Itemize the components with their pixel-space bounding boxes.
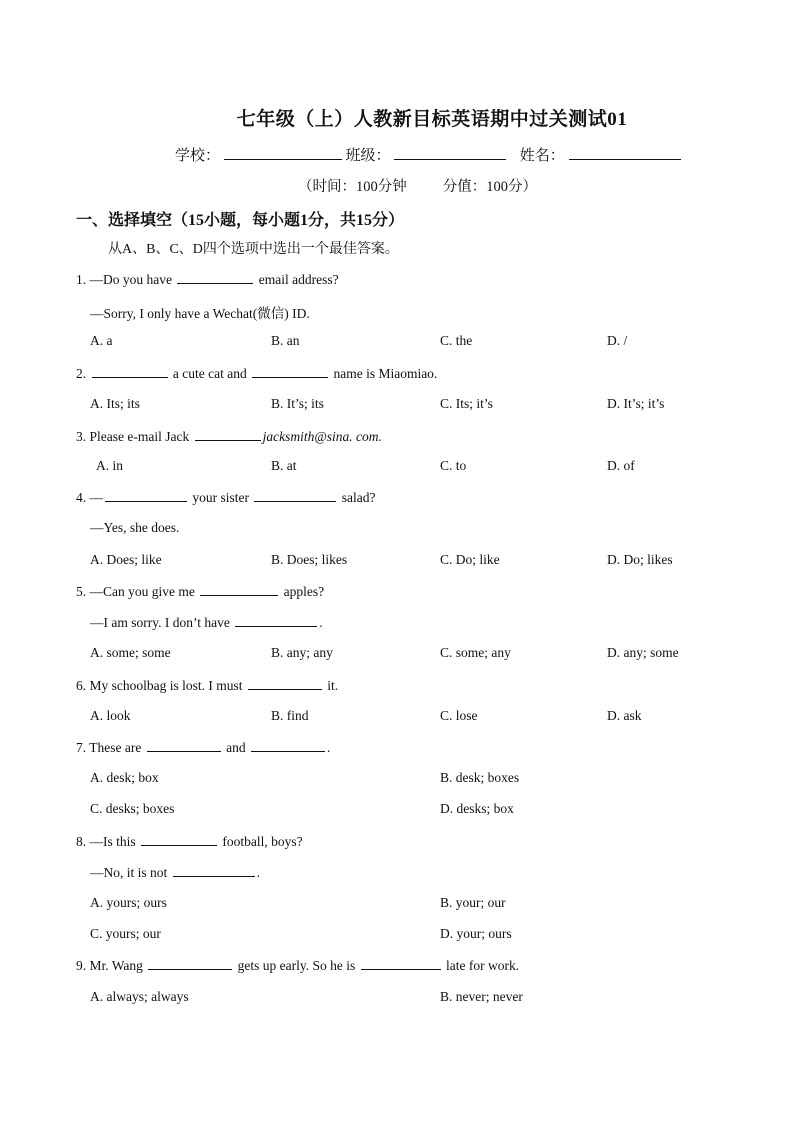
q2-option-d[interactable]: D. It’s; it’s <box>607 396 665 411</box>
q7-option-b[interactable]: B. desk; boxes <box>440 770 520 785</box>
answer-blank[interactable] <box>148 957 232 970</box>
q6-option-b[interactable]: B. find <box>271 708 309 723</box>
answer-blank[interactable] <box>252 365 328 378</box>
question-8-reply: —No, it is not . <box>90 865 261 880</box>
q5-option-d[interactable]: D. any; some <box>607 645 679 660</box>
q5-option-b[interactable]: B. any; any <box>271 645 333 660</box>
q3-option-a[interactable]: A. in <box>96 458 123 473</box>
school-blank[interactable] <box>224 145 342 160</box>
q8-option-d[interactable]: D. your; ours <box>440 926 512 941</box>
question-3-stem: 3. Please e-mail Jack jacksmith@sina. com. <box>76 429 382 444</box>
answer-blank[interactable] <box>254 489 336 502</box>
question-1-stem: 1. —Do you have email address? <box>76 272 339 287</box>
q2-option-c[interactable]: C. Its; it’s <box>440 396 493 411</box>
score-note: 分值：100分） <box>442 179 537 195</box>
school-label: 学校： <box>175 148 221 164</box>
name-blank[interactable] <box>569 145 681 160</box>
q5-option-a[interactable]: A. some; some <box>90 645 171 660</box>
q9-option-b[interactable]: B. never; never <box>440 989 523 1004</box>
question-4-stem: 4. — your sister salad? <box>76 490 376 505</box>
section-instruction: 从A、B、C、D四个选项中选出一个最佳答案。 <box>108 242 399 257</box>
answer-blank[interactable] <box>177 271 253 284</box>
q3-option-b[interactable]: B. at <box>271 458 297 473</box>
answer-blank[interactable] <box>173 864 255 877</box>
name-label: 姓名： <box>519 148 565 164</box>
q7-option-d[interactable]: D. desks; box <box>440 801 514 816</box>
q4-option-d[interactable]: D. Do; likes <box>607 552 673 567</box>
q6-option-d[interactable]: D. ask <box>607 708 642 723</box>
q8-option-b[interactable]: B. your; our <box>440 895 506 910</box>
class-label: 班级： <box>345 148 391 164</box>
q6-option-c[interactable]: C. lose <box>440 708 478 723</box>
q4-option-c[interactable]: C. Do; like <box>440 552 500 567</box>
answer-blank[interactable] <box>200 583 278 596</box>
answer-blank[interactable] <box>105 489 187 502</box>
q7-option-c[interactable]: C. desks; boxes <box>90 801 175 816</box>
answer-blank[interactable] <box>235 614 317 627</box>
answer-blank[interactable] <box>195 428 261 441</box>
student-info-line <box>175 144 681 165</box>
q5-option-c[interactable]: C. some; any <box>440 645 511 660</box>
question-5-reply: —I am sorry. I don’t have . <box>90 615 323 630</box>
answer-blank[interactable] <box>248 677 322 690</box>
q1-option-c[interactable]: C. the <box>440 333 473 348</box>
time-note: （时间：100分钟 <box>298 179 407 195</box>
q6-option-a[interactable]: A. look <box>90 708 131 723</box>
q4-option-a[interactable]: A. Does; like <box>90 552 162 567</box>
answer-blank[interactable] <box>147 739 221 752</box>
q1-option-a[interactable]: A. a <box>90 333 113 348</box>
question-5-stem: 5. —Can you give me apples? <box>76 584 325 599</box>
answer-blank[interactable] <box>361 957 441 970</box>
q2-option-a[interactable]: A. Its; its <box>90 396 140 411</box>
q8-option-c[interactable]: C. yours; our <box>90 926 161 941</box>
answer-blank[interactable] <box>251 739 325 752</box>
question-7-stem: 7. These are and . <box>76 740 331 755</box>
class-blank[interactable] <box>394 145 506 160</box>
question-1-reply: —Sorry, I only have a Wechat(微信) ID. <box>90 306 310 321</box>
q4-option-b[interactable]: B. Does; likes <box>271 552 348 567</box>
answer-blank[interactable] <box>141 833 217 846</box>
answer-blank[interactable] <box>92 365 168 378</box>
q1-option-b[interactable]: B. an <box>271 333 300 348</box>
question-4-reply: —Yes, she does. <box>90 520 180 535</box>
q3-option-c[interactable]: C. to <box>440 458 467 473</box>
exam-meta <box>298 175 537 196</box>
q2-option-b[interactable]: B. It’s; its <box>271 396 324 411</box>
q3-option-d[interactable]: D. of <box>607 458 635 473</box>
page-title: 七年级（上）人教新目标英语期中过关测试01 <box>236 109 628 130</box>
q7-option-a[interactable]: A. desk; box <box>90 770 159 785</box>
q9-option-a[interactable]: A. always; always <box>90 989 189 1004</box>
question-2-stem: 2. a cute cat and name is Miaomiao. <box>76 366 438 381</box>
question-6-stem: 6. My schoolbag is lost. I must it. <box>76 678 339 693</box>
question-9-stem: 9. Mr. Wang gets up early. So he is late for work. <box>76 958 520 973</box>
section-heading: 一、选择填空（15小题，每小题1分，共15分） <box>76 212 405 229</box>
question-8-stem: 8. —Is this football, boys? <box>76 834 303 849</box>
q8-option-a[interactable]: A. yours; ours <box>90 895 167 910</box>
q1-option-d[interactable]: D. / <box>607 333 628 348</box>
